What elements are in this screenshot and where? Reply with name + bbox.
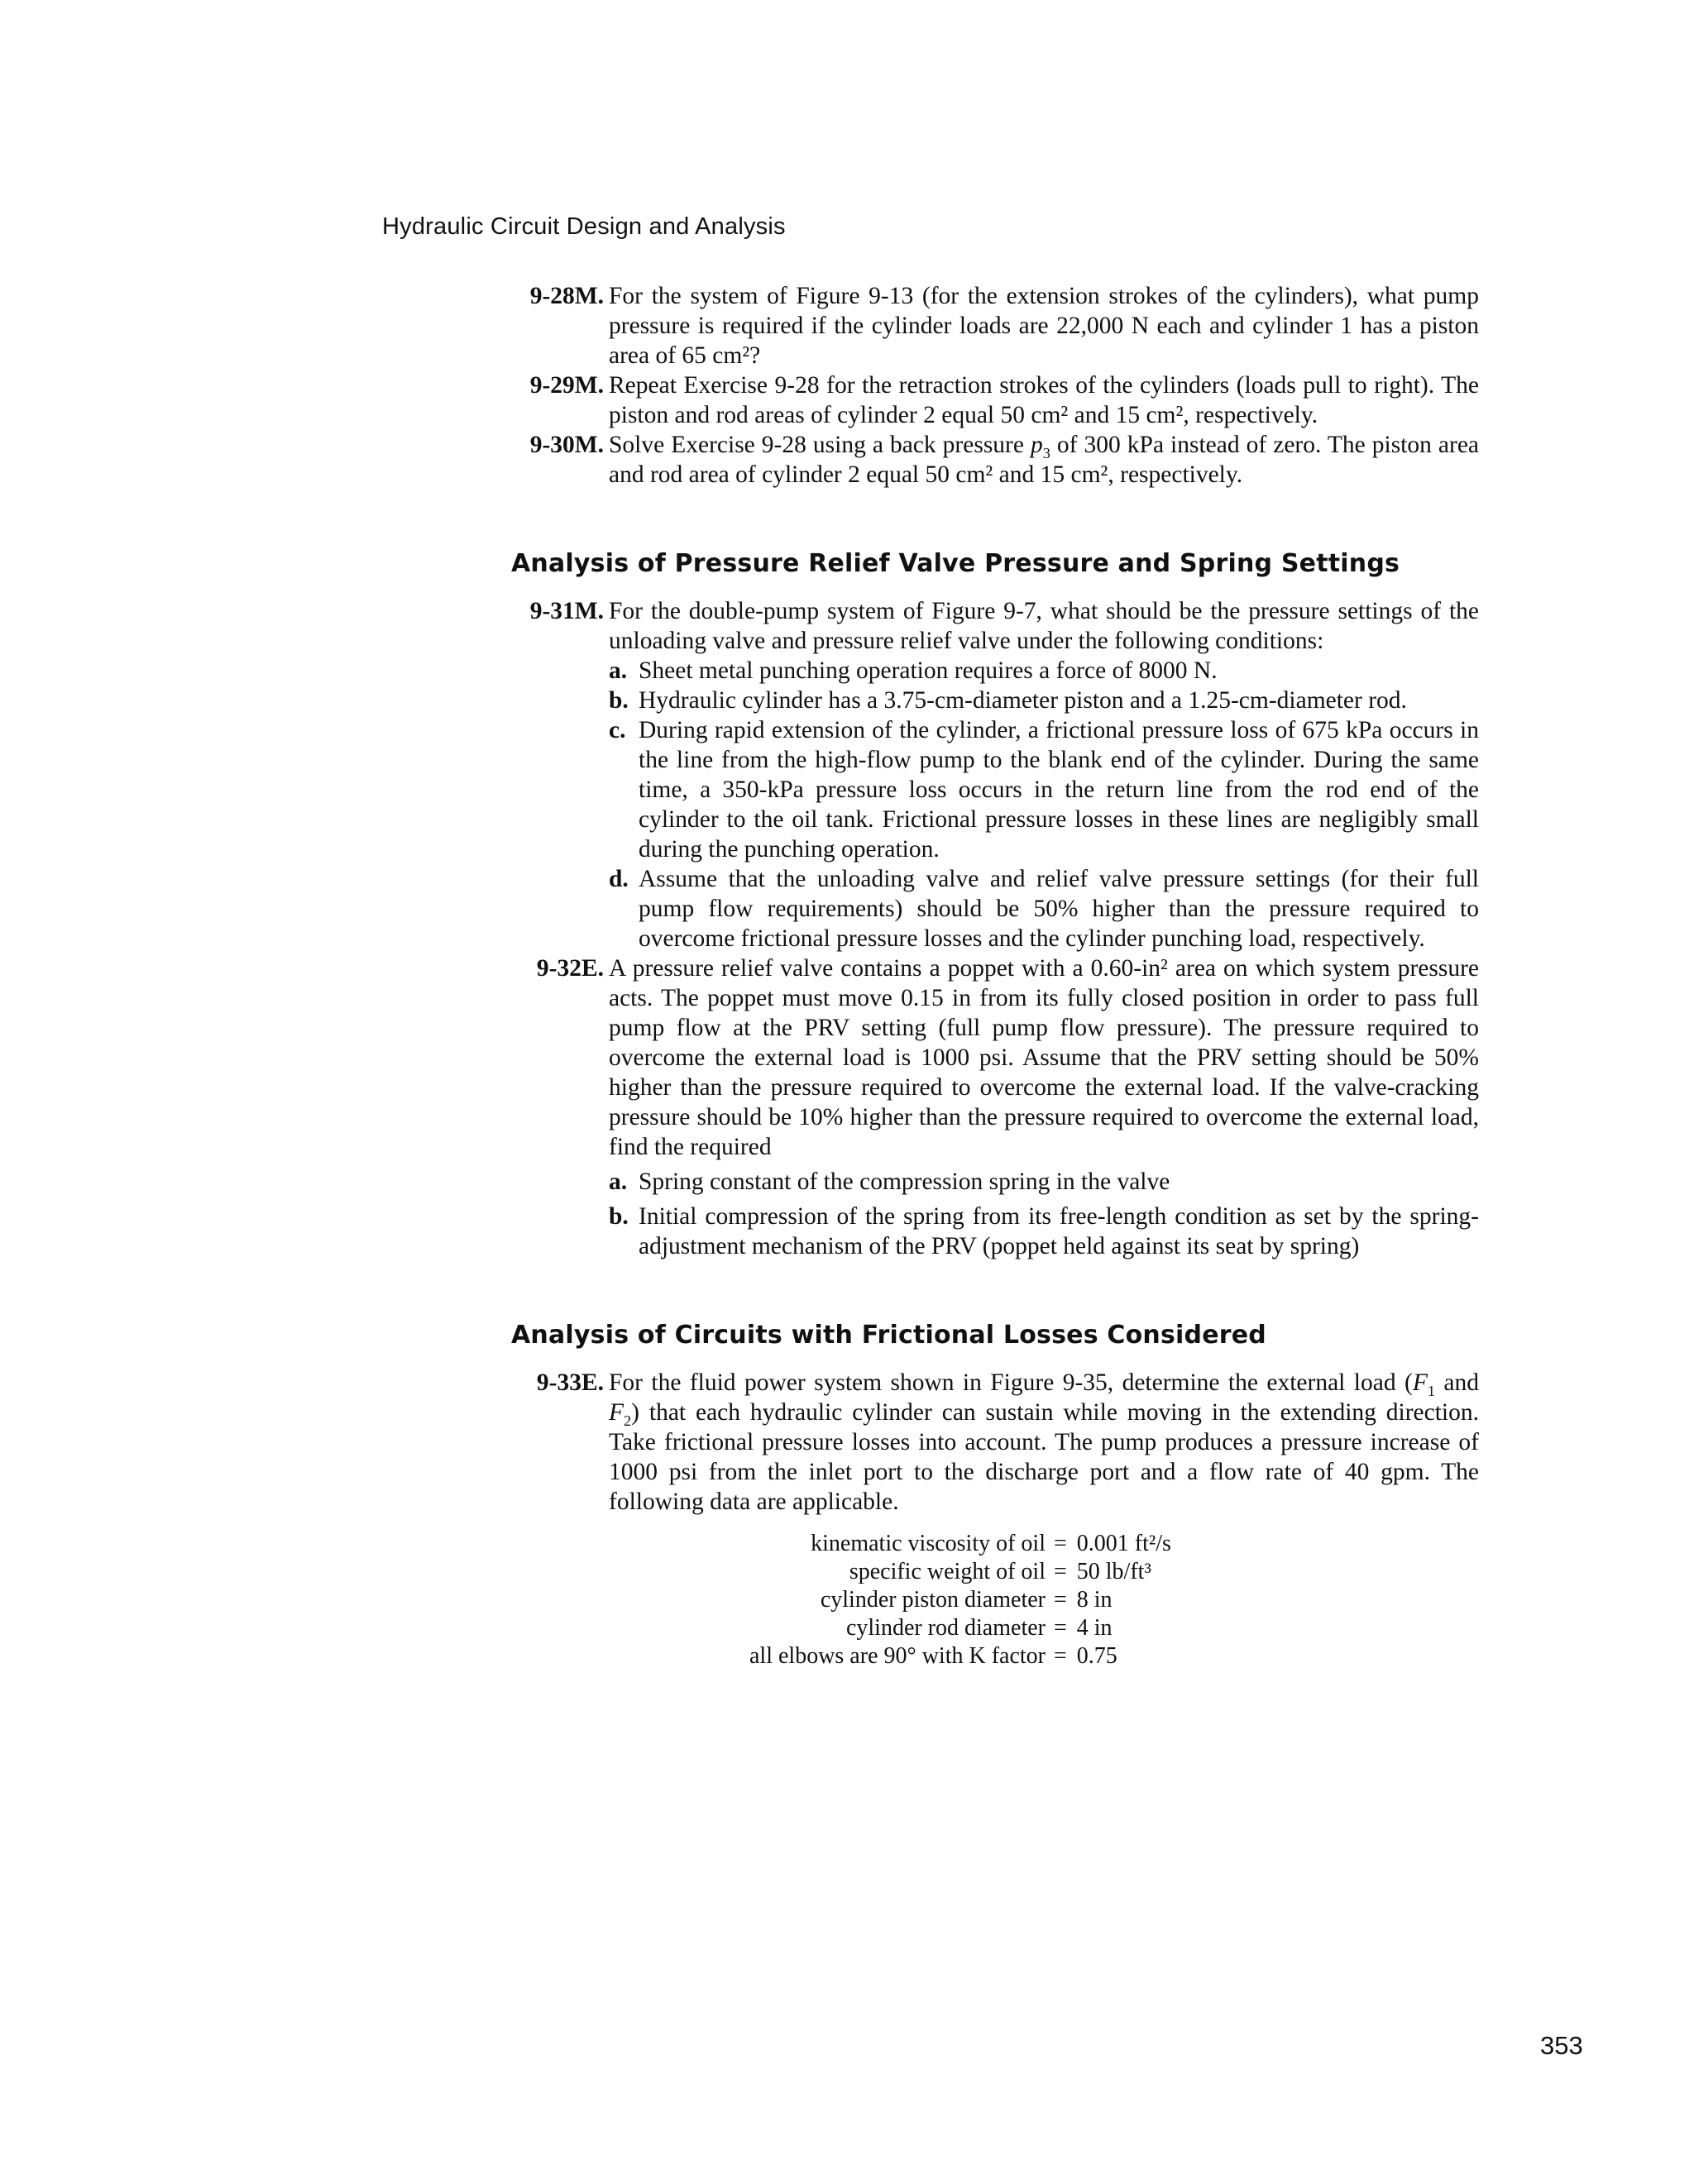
exercise-number: 9-32E. (536, 955, 604, 982)
exercise-text: Solve Exercise 9-28 using a back pressure $p_3$ of 300 kPa instead of zero. The piston area and rod area of cylinder 2 equal 50 cm² and 15 cm², respectively. (609, 432, 1480, 488)
exercise-9-30 (511, 430, 1479, 490)
subitem-text: Hydraulic cylinder has a 3.75-cm-diameter piston and a 1.25-cm-diameter rod. (639, 687, 1407, 714)
data-label: cylinder rod diameter (845, 1615, 1046, 1641)
subitem-text: Assume that the unloading valve and relief valve pressure settings (for their full pump flow requirements) should be 50% higher than the pressure required to overcome frictional pressure losses and the cylinder punching load, respectively. (639, 866, 1479, 952)
data-table (749, 1530, 1171, 1670)
exercise-text: A pressure relief valve contains a poppet with a 0.60-in² area on which system pressure acts. The poppet must move 0.15 in from its fully closed position in order to pass full pump flow at the PRV setting (full pump flow pressure). The pressure required to overcome the external load is 1000 psi. Assume that the PRV setting should be 50% higher than the pressure required to overcome the external load. If the valve-cracking pressure should be 10% higher than the pressure required to overcome the external load, find the required (609, 955, 1479, 1160)
data-value: 0.75 (1076, 1643, 1117, 1669)
subitem-text: Sheet metal punching operation requires a force of 8000 N. (639, 657, 1218, 684)
subitem-text: Spring constant of the compression spring in the valve (639, 1168, 1170, 1195)
exercise-9-32 (511, 953, 1479, 1261)
exercise-9-33 (511, 1368, 1479, 1517)
exercise-number: 9-33E. (536, 1369, 604, 1396)
subitem-label: a. (609, 1168, 628, 1195)
running-head: Hydraulic Circuit Design and Analysis (382, 213, 786, 240)
subitem-label: d. (609, 866, 629, 892)
data-row (749, 1586, 1171, 1614)
subitem-text: During rapid extension of the cylinder, a frictional pressure loss of 675 kPa occurs in the line from the high-flow pump to the blank end of the cylinder. During the same time, a 350-kPa pressure loss occurs in the return line from the rod end of the cylinder to the oil tank. Frictional pressure losses in these lines are negligibly small during the punching operation. (639, 717, 1479, 863)
data-row (749, 1530, 1171, 1558)
exercise-9-28 (511, 281, 1479, 370)
data-label: all elbows are 90° with K factor (749, 1643, 1046, 1669)
data-label: kinematic viscosity of oil (811, 1531, 1046, 1556)
subitem-label: c. (609, 717, 626, 743)
data-value: 4 in (1076, 1615, 1113, 1641)
exercise-number: 9-30M. (529, 432, 604, 458)
subitem-text: Initial compression of the spring from its free-length condition as set by the spring-adjustment mechanism of the PRV (poppet held against its seat by spring) (639, 1203, 1479, 1259)
exercise-9-29 (511, 370, 1479, 430)
subitem-label: b. (609, 1203, 629, 1230)
equals-sign: = (1053, 1643, 1067, 1669)
page-number: 353 (1540, 2031, 1583, 2060)
subitem (609, 1202, 1479, 1261)
data-value: 8 in (1076, 1587, 1113, 1613)
exercise-text: For the system of Figure 9-13 (for the extension strokes of the cylinders), what pump pressure is required if the cylinder loads are 22,000 N each and cylinder 1 has a piston area of 65 cm²? (609, 283, 1479, 369)
section-heading: Analysis of Circuits with Frictional Losses Considered (511, 1321, 1266, 1350)
data-label: specific weight of oil (849, 1559, 1046, 1584)
data-row (749, 1642, 1171, 1670)
exercise-text: Repeat Exercise 9-28 for the retraction strokes of the cylinders (loads pull to right). The piston and rod areas of cylinder 2 equal 50 cm² and 15 cm², respectively. (609, 372, 1479, 428)
equals-sign: = (1053, 1559, 1067, 1584)
equals-sign: = (1053, 1587, 1067, 1613)
variable-subscript: 3 (1042, 444, 1050, 461)
section-heading: Analysis of Pressure Relief Valve Pressure and Spring Settings (511, 549, 1400, 578)
variable: p (1031, 432, 1043, 458)
exercise-9-31 (511, 596, 1479, 953)
subitem (609, 656, 1479, 686)
data-value: 0.001 ft²/s (1076, 1531, 1171, 1556)
subitem (609, 1167, 1479, 1197)
exercise-text: For the double-pump system of Figure 9-7, what should be the pressure settings of the unloading valve and pressure relief valve under the following conditions: (609, 598, 1479, 654)
data-row (749, 1614, 1171, 1642)
exercise-number: 9-31M. (529, 598, 604, 624)
exercise-text: For the fluid power system shown in Figure 9-35, determine the external load ($F_1$ and $F_2$) that each hydraulic cylinder can sustain while moving in the extending direction. Take frictional pressure losses into account. The pump produces a pressure increase of 1000 psi from the inlet port to the discharge port and a flow rate of 40 gpm. The following data are applicable. (609, 1369, 1479, 1515)
subitem (609, 715, 1479, 864)
data-row (749, 1558, 1171, 1586)
subitem (609, 686, 1479, 715)
equals-sign: = (1053, 1615, 1067, 1641)
exercise-number: 9-29M. (529, 372, 604, 399)
subitem-label: a. (609, 657, 628, 684)
data-label: cylinder piston diameter (820, 1587, 1046, 1613)
exercise-number: 9-28M. (529, 283, 604, 309)
page-content (511, 281, 1479, 1670)
equals-sign: = (1053, 1531, 1067, 1556)
data-value: 50 lb/ft³ (1076, 1559, 1151, 1584)
subitem-label: b. (609, 687, 629, 714)
subitem (609, 864, 1479, 953)
